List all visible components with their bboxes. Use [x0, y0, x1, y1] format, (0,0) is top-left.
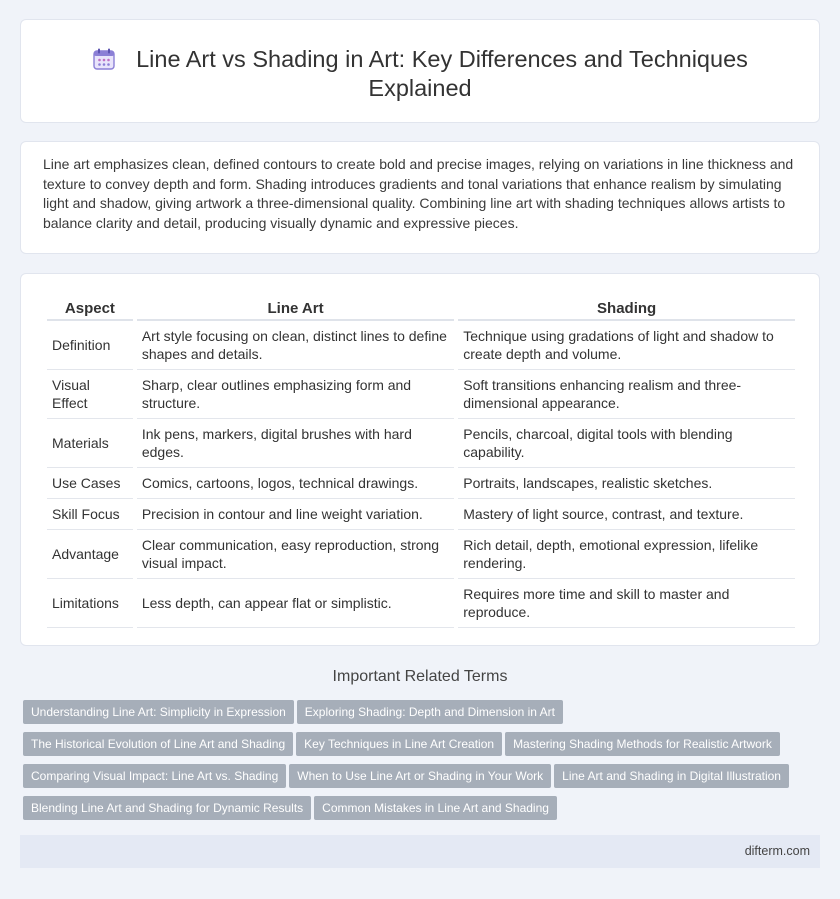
page-title-text: Line Art vs Shading in Art: Key Differences and Techniques Explained [136, 46, 748, 101]
line-art-cell: Precision in contour and line weight variation. [137, 499, 454, 530]
tag-row [23, 732, 803, 764]
related-term-tag[interactable]: When to Use Line Art or Shading in Your Work [289, 764, 551, 788]
intro-paragraph: Line art emphasizes clean, defined contours to create bold and precise images, relying on variations in line thickness and texture to convey depth and form. Shading introduces gradients and tonal variations that enhance realism by simulating light and shadow, giving artwork a three-dimensional quality. Combining line art with shading techniques allows artists to balance clarity and detail, producing visually dynamic and expressive pieces. [43, 156, 794, 231]
aspect-cell: Advantage [47, 530, 133, 579]
page-title [81, 45, 759, 103]
shading-cell: Soft transitions enhancing realism and three-dimensional appearance. [458, 370, 795, 419]
shading-cell: Pencils, charcoal, digital tools with blending capability. [458, 419, 795, 468]
title-wrap [81, 45, 759, 103]
table-row [47, 530, 795, 579]
aspect-cell: Use Cases [47, 468, 133, 499]
aspect-cell: Materials [47, 419, 133, 468]
line-art-cell: Less depth, can appear flat or simplistic. [137, 579, 454, 628]
related-term-tag[interactable]: Exploring Shading: Depth and Dimension in Art [297, 700, 563, 724]
related-term-tag[interactable]: The Historical Evolution of Line Art and Shading [23, 732, 293, 756]
table-row [47, 579, 795, 628]
site-name[interactable]: difterm.com [744, 844, 810, 858]
related-term-tag[interactable]: Common Mistakes in Line Art and Shading [314, 796, 557, 820]
shading-cell: Portraits, landscapes, realistic sketches. [458, 468, 795, 499]
shading-cell: Technique using gradations of light and shadow to create depth and volume. [458, 321, 795, 370]
table-header-row [47, 294, 795, 321]
aspect-cell: Skill Focus [47, 499, 133, 530]
shading-cell: Rich detail, depth, emotional expression, lifelike rendering. [458, 530, 795, 579]
related-term-tag[interactable]: Key Techniques in Line Art Creation [296, 732, 502, 756]
tag-row [23, 700, 803, 732]
related-terms-tags [23, 700, 803, 828]
related-term-tag[interactable]: Understanding Line Art: Simplicity in Expression [23, 700, 294, 724]
tag-row [23, 796, 803, 828]
table-row [47, 499, 795, 530]
calendar-icon [92, 48, 116, 70]
shading-cell: Requires more time and skill to master and reproduce. [458, 579, 795, 628]
header-shading: Shading [458, 294, 795, 321]
related-term-tag[interactable]: Line Art and Shading in Digital Illustration [554, 764, 789, 788]
line-art-cell: Sharp, clear outlines emphasizing form and structure. [137, 370, 454, 419]
aspect-cell: Visual Effect [47, 370, 133, 419]
tag-row [23, 764, 803, 796]
aspect-cell: Limitations [47, 579, 133, 628]
aspect-cell: Definition [47, 321, 133, 370]
line-art-cell: Clear communication, easy reproduction, strong visual impact. [137, 530, 454, 579]
line-art-cell: Comics, cartoons, logos, technical drawings. [137, 468, 454, 499]
table-row [47, 419, 795, 468]
footer [20, 835, 820, 868]
table-row [47, 321, 795, 370]
table-row [47, 468, 795, 499]
related-terms-heading: Important Related Terms [332, 668, 508, 685]
comparison-table-card [20, 273, 820, 646]
table-row [47, 370, 795, 419]
line-art-cell: Art style focusing on clean, distinct lines to define shapes and details. [137, 321, 454, 370]
header-aspect: Aspect [47, 294, 133, 321]
header-line-art: Line Art [137, 294, 454, 321]
shading-cell: Mastery of light source, contrast, and texture. [458, 499, 795, 530]
related-term-tag[interactable]: Comparing Visual Impact: Line Art vs. Shading [23, 764, 286, 788]
intro-card [20, 141, 820, 254]
related-term-tag[interactable]: Blending Line Art and Shading for Dynamic Results [23, 796, 311, 820]
line-art-cell: Ink pens, markers, digital brushes with hard edges. [137, 419, 454, 468]
header-card [20, 19, 820, 123]
related-term-tag[interactable]: Mastering Shading Methods for Realistic Artwork [505, 732, 780, 756]
comparison-table [43, 294, 799, 628]
